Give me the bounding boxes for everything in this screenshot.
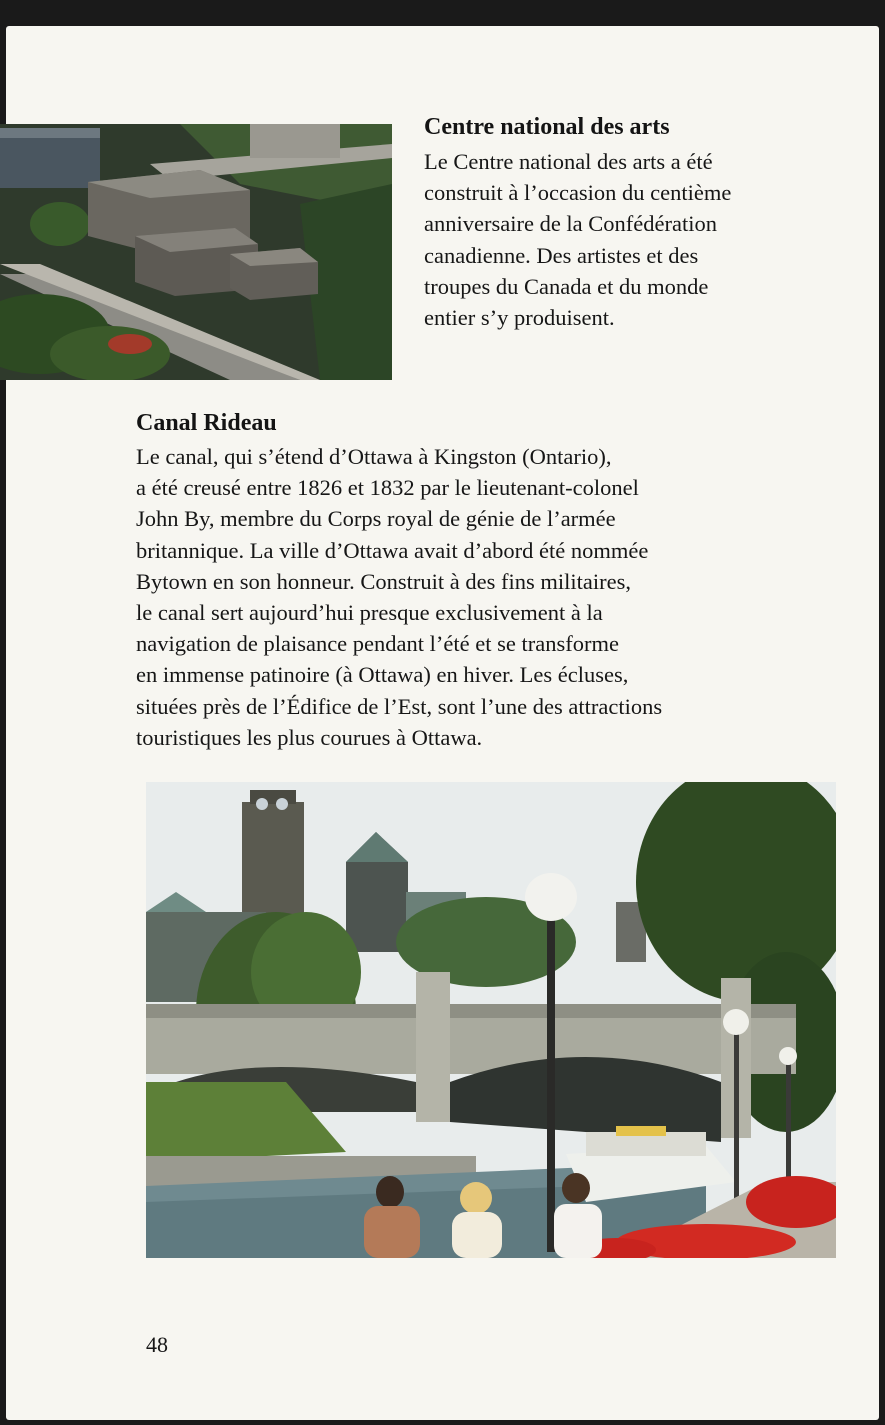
section-text-nac: Le Centre national des arts a été construit à l’occasion du centième anniversaire de la Confédération canadienne. Des artistes et des troupes du Canada et du monde entier s’y produisent. bbox=[424, 149, 732, 331]
national-arts-centre-photo bbox=[0, 124, 392, 380]
page-number: 48 bbox=[146, 1332, 168, 1357]
rideau-canal-photo bbox=[146, 782, 836, 1258]
section-title-canal: Canal Rideau bbox=[136, 410, 277, 436]
book-page bbox=[6, 26, 879, 1420]
section-text-canal: Le canal, qui s’étend d’Ottawa à Kingston (Ontario), a été creusé entre 1826 et 1832 par le lieutenant-colonel John By, membre du Corps royal de génie de l’armée britannique. La ville d’Ottawa avait d’abord été nommée Bytown en son honneur. Construit à des fins militaires, le canal sert aujourd’hui presque exclusivement à la navigation de plaisance pendant l’été et se transforme en immense patinoire (à Ottawa) en hiver. Les écluses, situées près de l’Édifice de l’Est, sont l’une des attractions touristiques les plus courues à Ottawa. bbox=[136, 444, 663, 750]
section-title-nac: Centre national des arts bbox=[424, 114, 670, 140]
